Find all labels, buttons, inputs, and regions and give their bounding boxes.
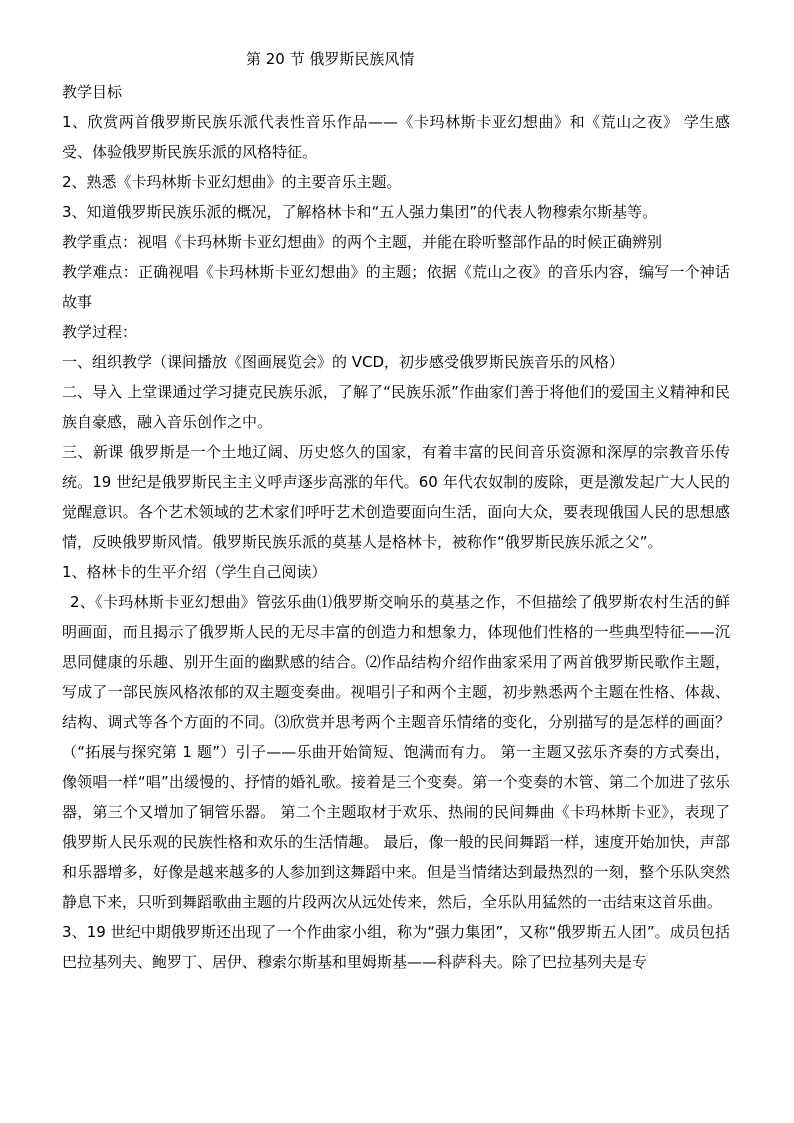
subsection-3: 3、19 世纪中期俄罗斯还出现了一个作曲家小组，称为“强力集团”，又称“俄罗斯五人团”。成员包括巴拉基列夫、鲍罗丁、居伊、穆索尔斯基和里姆斯基——科萨科夫。除了巴拉基列夫是专	[62, 923, 730, 971]
document-title: 第 20 节 俄罗斯民族风情	[246, 50, 415, 68]
section-heading-objectives: 教学目标	[62, 83, 123, 101]
subsection-2: 2、《卡玛林斯卡亚幻想曲》管弦乐曲⑴俄罗斯交响乐的莫基之作，不但描绘了俄罗斯农村生活的鲜明画面，而且揭示了俄罗斯人民的无尽丰富的创造力和想象力，体现他们性格的一些典型特征——沉思同健康的乐趣、别开生面的幽默感的结合。⑵作品结构介绍作曲家采用了两首俄罗斯民歌作主题，写成了一部民族风格浓郁的双主题变奏曲。视唱引子和两个主题，初步熟悉两个主题在性格、体裁、结构、调式等各个方面的不同。⑶欣赏并思考两个主题音乐情绪的变化，分别描写的是怎样的画面？（“拓展与探究第 1 题”）引子——乐曲开始简短、饱满而有力。 第一主题又弦乐齐奏的方式奏出，像领唱一样“唱”出缓慢的、抒情的婚礼歌。接着是三个变奏。第一个变奏的木管、第二个加进了弦乐器，第三个又增加了铜管乐器。 第二个主题取材于欢乐、热闹的民间舞曲《卡玛林斯卡亚》，表现了俄罗斯人民乐观的民族性格和欢乐的生活情趣。 最后，像一般的民间舞蹈一样，速度开始加快，声部和乐器增多，好像是越来越多的人参加到这舞蹈中来。但是当情绪达到最热烈的一刻，整个乐队突然静息下来，只听到舞蹈歌曲主题的片段两次从远处传来，然后，全乐队用猛然的一击结束这首乐曲。	[62, 593, 730, 911]
process-step-1: 一、组织教学（课间播放《图画展览会》的 VCD，初步感受俄罗斯民族音乐的风格）	[62, 353, 625, 371]
objective-item-1: 1、欣赏两首俄罗斯民族乐派代表性音乐作品——《卡玛林斯卡亚幻想曲》和《荒山之夜》 学生感受、体验俄罗斯民族乐派的风格特征。	[62, 113, 730, 161]
teaching-difficulties: 教学难点：正确视唱《卡玛林斯卡亚幻想曲》的主题；依据《荒山之夜》的音乐内容，编写一个神话故事	[62, 263, 730, 311]
subsection-1: 1、格林卡的生平介绍（学生自己阅读）	[62, 563, 327, 581]
teaching-key-points: 教学重点：视唱《卡玛林斯卡亚幻想曲》的两个主题，并能在聆听整部作品的时候正确辨别	[62, 233, 663, 251]
section-heading-process: 教学过程：	[62, 323, 138, 341]
objective-item-3: 3、知道俄罗斯民族乐派的概况，了解格林卡和“五人强力集团”的代表人物穆索尔斯基等。	[62, 203, 658, 221]
objective-item-2: 2、熟悉《卡玛林斯卡亚幻想曲》的主要音乐主题。	[62, 173, 402, 191]
process-step-2: 二、导入 上堂课通过学习捷克民族乐派，了解了“民族乐派”作曲家们善于将他们的爱国主义精神和民族自豪感，融入音乐创作之中。	[62, 383, 730, 431]
process-step-3: 三、新课 俄罗斯是一个土地辽阔、历史悠久的国家，有着丰富的民间音乐资源和深厚的宗教音乐传统。19 世纪是俄罗斯民主主义呼声逐步高涨的年代。60 年代农奴制的废除，更是激发起广大人民的觉醒意识。各个艺术领域的艺术家们呼吁艺术创造要面向生活，面向大众，要表现俄国人民的思想感情，反映俄罗斯风情。俄罗斯民族乐派的莫基人是格林卡，被称作“俄罗斯民族乐派之父”。	[62, 443, 730, 551]
document-body	[62, 77, 730, 977]
